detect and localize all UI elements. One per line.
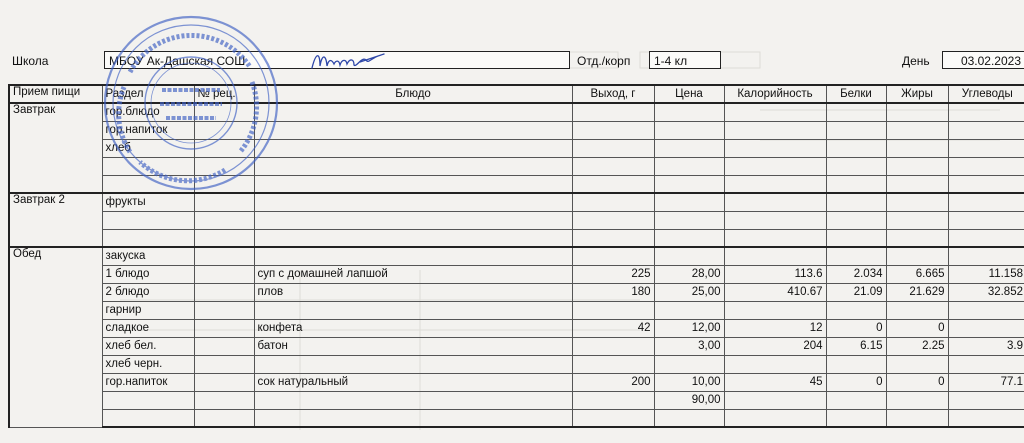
dish-cell[interactable]: [254, 355, 572, 373]
calories-cell[interactable]: 410.67: [724, 283, 826, 301]
recipe-cell[interactable]: [194, 211, 254, 229]
carbs-cell: [948, 409, 1024, 427]
protein-cell[interactable]: [826, 157, 886, 175]
meal-cell-breakfast2: Завтрак 2: [9, 193, 102, 247]
price-cell[interactable]: [654, 193, 724, 211]
protein-cell[interactable]: [826, 247, 886, 265]
carbs-cell[interactable]: [948, 229, 1024, 247]
recipe-cell[interactable]: [194, 301, 254, 319]
dish-cell[interactable]: [254, 157, 572, 175]
yield-cell[interactable]: [572, 211, 654, 229]
recipe-cell[interactable]: [194, 247, 254, 265]
carbs-cell[interactable]: [948, 175, 1024, 193]
fat-cell[interactable]: [886, 211, 948, 229]
protein-cell[interactable]: [826, 355, 886, 373]
carbs-cell[interactable]: [948, 157, 1024, 175]
recipe-cell[interactable]: [194, 121, 254, 139]
col-header-section: Раздел: [102, 85, 194, 103]
price-cell[interactable]: 25,00: [654, 283, 724, 301]
price-cell[interactable]: [654, 139, 724, 157]
table-row: [9, 175, 1024, 193]
fat-cell[interactable]: [886, 193, 948, 211]
protein-cell[interactable]: 21.09: [826, 283, 886, 301]
col-header-dish: Блюдо: [254, 85, 572, 103]
price-cell: [654, 409, 724, 427]
carbs-cell[interactable]: 32.852: [948, 283, 1024, 301]
dept-field[interactable]: 1-4 кл: [649, 51, 721, 69]
yield-cell[interactable]: [572, 229, 654, 247]
protein-cell[interactable]: 6.15: [826, 337, 886, 355]
calories-cell[interactable]: [724, 391, 826, 409]
calories-cell[interactable]: 45: [724, 373, 826, 391]
dish-cell[interactable]: [254, 211, 572, 229]
yield-cell[interactable]: [572, 337, 654, 355]
dish-cell[interactable]: сок натуральный: [254, 373, 572, 391]
dish-cell[interactable]: [254, 193, 572, 211]
calories-cell[interactable]: [724, 103, 826, 121]
table-header-row: [9, 85, 1024, 103]
carbs-cell[interactable]: [948, 121, 1024, 139]
menu-table: [8, 84, 1024, 428]
fat-cell[interactable]: [886, 175, 948, 193]
calories-cell[interactable]: [724, 121, 826, 139]
price-cell[interactable]: 10,00: [654, 373, 724, 391]
recipe-cell[interactable]: [194, 355, 254, 373]
fat-cell[interactable]: 21.629: [886, 283, 948, 301]
school-label: Школа: [12, 54, 49, 68]
protein-cell[interactable]: [826, 175, 886, 193]
price-cell[interactable]: [654, 175, 724, 193]
price-cell[interactable]: 12,00: [654, 319, 724, 337]
fat-cell[interactable]: 6.665: [886, 265, 948, 283]
carbs-cell[interactable]: 11.158: [948, 265, 1024, 283]
section-cell: фрукты: [102, 193, 194, 211]
dish-cell[interactable]: [254, 103, 572, 121]
section-cell: 2 блюдо: [102, 283, 194, 301]
price-cell[interactable]: 28,00: [654, 265, 724, 283]
section-cell: 1 блюдо: [102, 265, 194, 283]
table-row: [9, 283, 1024, 301]
fat-cell[interactable]: [886, 121, 948, 139]
price-cell[interactable]: [654, 211, 724, 229]
protein-cell[interactable]: [826, 391, 886, 409]
carbs-cell[interactable]: [948, 301, 1024, 319]
recipe-cell[interactable]: [194, 265, 254, 283]
table-row: [9, 301, 1024, 319]
col-header-calories: Калорийность: [724, 85, 826, 103]
dish-cell[interactable]: суп с домашней лапшой: [254, 265, 572, 283]
table-row: [9, 157, 1024, 175]
recipe-cell[interactable]: [194, 193, 254, 211]
carbs-cell[interactable]: [948, 247, 1024, 265]
carbs-cell[interactable]: [948, 355, 1024, 373]
table-row: [9, 319, 1024, 337]
school-field[interactable]: МБОУ Ак-Дашская СОШ: [104, 51, 570, 69]
recipe-cell[interactable]: [194, 373, 254, 391]
col-header-meal: Прием пищи: [9, 85, 102, 103]
calories-cell[interactable]: 12: [724, 319, 826, 337]
fat-cell: [886, 409, 948, 427]
yield-cell[interactable]: [572, 301, 654, 319]
day-field[interactable]: 03.02.2023: [942, 51, 1024, 69]
section-cell[interactable]: [102, 211, 194, 229]
table-row: [9, 265, 1024, 283]
calories-cell[interactable]: [724, 355, 826, 373]
yield-cell[interactable]: 200: [572, 373, 654, 391]
section-cell: сладкое: [102, 319, 194, 337]
day-label: День: [902, 54, 930, 68]
price-cell[interactable]: [654, 247, 724, 265]
col-header-carbs: Углеводы: [948, 85, 1024, 103]
price-cell[interactable]: [654, 355, 724, 373]
fat-cell[interactable]: [886, 103, 948, 121]
table-row: [9, 229, 1024, 247]
col-header-recipe: № рец.: [194, 85, 254, 103]
calories-cell[interactable]: [724, 229, 826, 247]
table-row: [9, 355, 1024, 373]
recipe-cell[interactable]: [194, 319, 254, 337]
price-cell[interactable]: 3,00: [654, 337, 724, 355]
yield-cell[interactable]: 42: [572, 319, 654, 337]
yield-cell[interactable]: [572, 355, 654, 373]
yield-cell[interactable]: [572, 139, 654, 157]
table-row: [9, 373, 1024, 391]
section-cell: гор.блюдо: [102, 103, 194, 121]
dish-cell[interactable]: [254, 301, 572, 319]
carbs-cell[interactable]: [948, 391, 1024, 409]
dept-label: Отд./корп: [577, 54, 631, 68]
protein-cell[interactable]: [826, 211, 886, 229]
yield-cell: [572, 409, 654, 427]
yield-cell[interactable]: [572, 247, 654, 265]
dish-cell[interactable]: [254, 247, 572, 265]
table-row: [9, 409, 1024, 427]
section-cell: гор.напиток: [102, 121, 194, 139]
fat-cell[interactable]: [886, 139, 948, 157]
recipe-cell[interactable]: [194, 391, 254, 409]
section-cell: хлеб: [102, 139, 194, 157]
total-price-cell[interactable]: 90,00: [654, 391, 724, 409]
recipe-cell: [194, 409, 254, 427]
dish-cell[interactable]: [254, 139, 572, 157]
yield-cell[interactable]: 180: [572, 283, 654, 301]
price-cell[interactable]: [654, 229, 724, 247]
fat-cell[interactable]: [886, 391, 948, 409]
carbs-cell[interactable]: [948, 211, 1024, 229]
table-row: [9, 103, 1024, 121]
fat-cell[interactable]: 0: [886, 319, 948, 337]
calories-cell[interactable]: 113.6: [724, 265, 826, 283]
recipe-cell[interactable]: [194, 229, 254, 247]
price-cell[interactable]: [654, 103, 724, 121]
dish-cell[interactable]: [254, 121, 572, 139]
dish-cell[interactable]: [254, 175, 572, 193]
protein-cell[interactable]: [826, 139, 886, 157]
fat-cell[interactable]: [886, 355, 948, 373]
col-header-price: Цена: [654, 85, 724, 103]
protein-cell[interactable]: 2.034: [826, 265, 886, 283]
col-header-protein: Белки: [826, 85, 886, 103]
recipe-cell[interactable]: [194, 139, 254, 157]
price-cell[interactable]: [654, 157, 724, 175]
protein-cell: [826, 409, 886, 427]
table-row: [9, 121, 1024, 139]
calories-cell[interactable]: [724, 211, 826, 229]
calories-cell[interactable]: [724, 193, 826, 211]
yield-cell[interactable]: [572, 103, 654, 121]
calories-cell[interactable]: [724, 301, 826, 319]
table-row: [9, 193, 1024, 211]
recipe-cell[interactable]: [194, 157, 254, 175]
fat-cell[interactable]: 2.25: [886, 337, 948, 355]
yield-cell[interactable]: [572, 391, 654, 409]
col-header-yield: Выход, г: [572, 85, 654, 103]
carbs-cell[interactable]: [948, 319, 1024, 337]
calories-cell[interactable]: [724, 139, 826, 157]
dish-cell[interactable]: [254, 229, 572, 247]
table-row: [9, 139, 1024, 157]
carbs-cell[interactable]: 3.9: [948, 337, 1024, 355]
calories-cell[interactable]: [724, 157, 826, 175]
meal-cell-breakfast: Завтрак: [9, 103, 102, 193]
yield-cell[interactable]: [572, 175, 654, 193]
table-row: [9, 211, 1024, 229]
recipe-cell[interactable]: [194, 175, 254, 193]
section-cell: хлеб бел.: [102, 337, 194, 355]
yield-cell[interactable]: [572, 193, 654, 211]
recipe-cell[interactable]: [194, 103, 254, 121]
yield-cell[interactable]: [572, 121, 654, 139]
carbs-cell[interactable]: [948, 193, 1024, 211]
section-cell: хлеб черн.: [102, 355, 194, 373]
section-cell: гарнир: [102, 301, 194, 319]
calories-cell: [724, 409, 826, 427]
carbs-cell[interactable]: [948, 139, 1024, 157]
protein-cell[interactable]: 0: [826, 319, 886, 337]
table-row: [9, 337, 1024, 355]
yield-cell[interactable]: 225: [572, 265, 654, 283]
fat-cell[interactable]: [886, 157, 948, 175]
protein-cell[interactable]: [826, 301, 886, 319]
fat-cell[interactable]: 0: [886, 373, 948, 391]
fat-cell[interactable]: [886, 301, 948, 319]
section-cell[interactable]: [102, 391, 194, 409]
dish-cell[interactable]: конфета: [254, 319, 572, 337]
carbs-cell[interactable]: 77.1: [948, 373, 1024, 391]
section-cell: гор.напиток: [102, 373, 194, 391]
section-cell: [102, 409, 194, 427]
dish-cell[interactable]: плов: [254, 283, 572, 301]
total-row: [9, 391, 1024, 409]
fat-cell[interactable]: [886, 229, 948, 247]
section-cell[interactable]: [102, 157, 194, 175]
meal-cell-lunch: Обед: [9, 247, 102, 427]
col-header-fat: Жиры: [886, 85, 948, 103]
calories-cell[interactable]: 204: [724, 337, 826, 355]
price-cell[interactable]: [654, 301, 724, 319]
carbs-cell[interactable]: [948, 103, 1024, 121]
protein-cell[interactable]: [826, 121, 886, 139]
recipe-cell[interactable]: [194, 337, 254, 355]
yield-cell[interactable]: [572, 157, 654, 175]
protein-cell[interactable]: [826, 193, 886, 211]
dish-cell[interactable]: батон: [254, 337, 572, 355]
dish-cell: [254, 409, 572, 427]
section-cell[interactable]: [102, 175, 194, 193]
price-cell[interactable]: [654, 121, 724, 139]
recipe-cell[interactable]: [194, 283, 254, 301]
calories-cell[interactable]: [724, 247, 826, 265]
protein-cell[interactable]: 0: [826, 373, 886, 391]
protein-cell[interactable]: [826, 103, 886, 121]
table-row: [9, 247, 1024, 265]
protein-cell[interactable]: [826, 229, 886, 247]
fat-cell[interactable]: [886, 247, 948, 265]
section-cell: закуска: [102, 247, 194, 265]
calories-cell[interactable]: [724, 175, 826, 193]
section-cell[interactable]: [102, 229, 194, 247]
dish-cell[interactable]: [254, 391, 572, 409]
